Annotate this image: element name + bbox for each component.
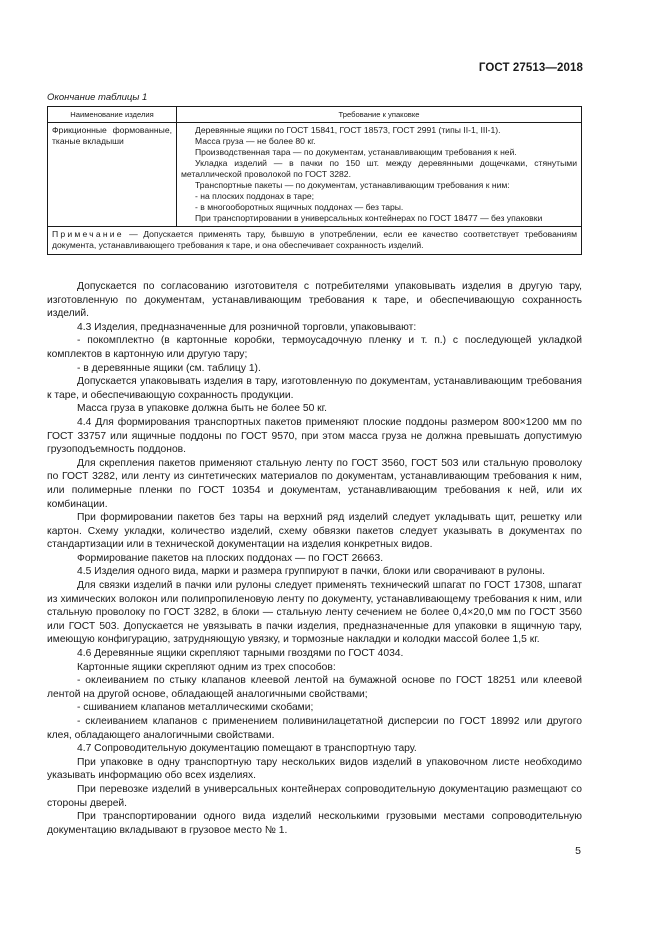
paragraph: - в деревянные ящики (см. таблицу 1). [77, 362, 261, 374]
paragraph: 4.7 Сопроводительную документацию помещают в транспортную тару. [77, 743, 417, 755]
paragraph: При транспортировании одного вида изделий несколькими грузовыми местами сопроводительную документацию вкладывают в грузовое место № 1. [47, 811, 582, 836]
paragraph: 4.3 Изделия, предназначенные для розничной торговли, упаковывают: [77, 321, 417, 333]
paragraph: 4.5 Изделия одного вида, марки и размера группируют в пачки, блоки или сворачивают в рулоны. [77, 566, 545, 578]
product-cell [48, 123, 177, 227]
column-header-requirement: Требование к упаковке [177, 107, 582, 123]
paragraph: Для скрепления пакетов применяют стальную ленту по ГОСТ 3560, ГОСТ 503 или стальную проволоку по ГОСТ 3282, или ленту из синтетических материалов по документам, устанавливающим требования к ним, или полимерные пленки по ГОСТ 10354 и документам, устанавливающим требования к ней, или их комбинации. [47, 457, 582, 510]
requirement-line: Деревянные ящики по ГОСТ 15841, ГОСТ 18573, ГОСТ 2991 (типы II-1, III-1). [195, 125, 501, 135]
column-header-product: Наименование изделия [48, 107, 177, 123]
requirements-table [47, 106, 582, 255]
product-name: Фрикционные формованные, тканые вкладыши [52, 125, 172, 146]
requirement-line: Масса груза — не более 80 кг. [195, 136, 316, 146]
paragraph: - покомплектно (в картонные коробки, термоусадочную пленку и т. п.) с последующей укладкой комплектов в картонную или другую тару; [47, 335, 582, 360]
table-note [48, 227, 582, 255]
paragraph: Для связки изделий в пачки или рулоны следует применять технический шпагат по ГОСТ 17308, шпагат из химических волокон или полипропиленовую ленту по документу, устанавливающему требования к ним, или стальную проволоку по ГОСТ 3282, в блоки — стальную ленту сечением не более 0,4×20,0 мм по ГОСТ 3560 или ГОСТ 503. Допускается не увязывать в пачки изделия, предназначенные для упаковки в ящичную тару, имеющую конфигурацию, затрудняющую увязку, и тормозные накладки и колодки массой более 1,5 кг. [47, 580, 582, 646]
requirement-line: При транспортировании в универсальных контейнерах по ГОСТ 18477 — без упаковки [195, 213, 543, 223]
requirement-line: Производственная тара — по документам, устанавливающим требования к ней. [195, 147, 517, 157]
paragraph: При формировании пакетов без тары на верхний ряд изделий следует укладывать щит, решетку или картон. Схему укладки, количество изделий, схему обвязки пакетов следует указывать в документах по стандартизации или в технической документации на изделия конкретных видов. [47, 512, 582, 551]
paragraph: 4.4 Для формирования транспортных пакетов применяют плоские поддоны размером 800×1200 мм по ГОСТ 33757 или ящичные поддоны по ГОСТ 9570, при этом масса груза не должна превышать допустимую грузоподъемность поддонов. [47, 416, 582, 456]
paragraph: Масса груза в упаковке должна быть не более 50 кг. [77, 403, 328, 415]
document-code: ГОСТ 27513—2018 [478, 62, 583, 74]
table-caption: Окончание таблицы 1 [47, 92, 148, 103]
paragraph: - сшиванием клапанов металлическими скобами; [77, 702, 314, 714]
table-header-row [48, 107, 582, 123]
table-note-row [48, 227, 582, 255]
requirement-line: Транспортные пакеты — по документам, устанавливающим требования к ним: [195, 180, 510, 190]
requirements-cell [177, 123, 582, 227]
paragraph: - оклеиванием по стыку клапанов клеевой лентой на бумажной основе по ГОСТ 18251 или клеевой лентой на другой основе, обладающей аналогичными свойствами; [47, 675, 582, 700]
paragraph: - склеиванием клапанов с применением поливинилацетатной дисперсии по ГОСТ 18992 или другого клея, обладающего аналогичными свойствами. [47, 716, 582, 741]
requirement-line: - в многооборотных ящичных поддонах — без тары. [195, 202, 404, 212]
paragraph: Картонные ящики скрепляют одним из трех способов: [77, 661, 336, 673]
table-row [48, 123, 582, 227]
paragraph: При перевозке изделий в универсальных контейнерах сопроводительную документацию размещают со стороны дверей. [47, 783, 582, 809]
page-number: 5 [575, 845, 581, 857]
note-text: — Допускается применять тару, бывшую в употреблении, если ее качество соответствует требованиям документа, устанавливающего требования к таре, и она обеспечивает сохранность изделий. [52, 229, 577, 250]
paragraph: Допускается упаковывать изделия в тару, изготовленную по документам, устанавливающим требования к таре, и обеспечивающую сохранность продукции. [47, 376, 582, 401]
paragraph: Формирование пакетов на плоских поддонах — по ГОСТ 26663. [77, 552, 384, 564]
body-text [47, 280, 582, 837]
requirement-line: - на плоских поддонах в таре; [195, 191, 315, 201]
note-label: Примечание [52, 229, 124, 239]
paragraph: Допускается по согласованию изготовителя с потребителями упаковывать изделия в другую тару, изготовленную по документам, устанавливающим требования к таре, и обеспечивающую сохранность изделий. [47, 281, 582, 320]
paragraph: 4.6 Деревянные ящики скрепляют тарными гвоздями по ГОСТ 4034. [77, 648, 404, 660]
paragraph: При упаковке в одну транспортную тару нескольких видов изделий в упаковочном листе необходимо указывать информацию обо всех изделиях. [47, 756, 582, 782]
requirement-line: Укладка изделий — в пачки по 150 шт. между деревянными дощечками, стянутыми металлической проволокой по ГОСТ 3282. [181, 158, 577, 179]
